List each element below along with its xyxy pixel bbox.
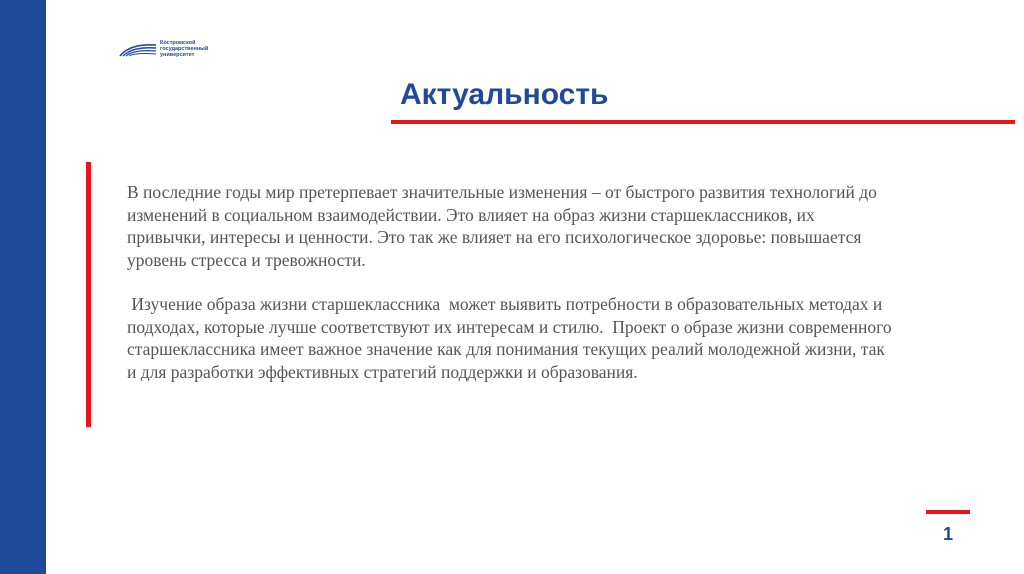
- page-number: 1: [942, 524, 953, 544]
- slide-title: Актуальность: [400, 78, 609, 111]
- left-side-bar: [0, 0, 46, 574]
- body-text: [127, 181, 897, 383]
- university-wing-icon: [118, 42, 158, 58]
- logo-line: Костромской: [160, 40, 196, 46]
- content-side-rule: [86, 162, 91, 427]
- logo-line: государственный: [160, 46, 209, 52]
- logo-text: [160, 40, 240, 58]
- paragraph-1: В последние годы мир претерпевает значительные изменения – от быстрого развития технологий до изменений в социальном взаимодействии. Это влияет на образ жизни старшеклассников, их привычки, интересы и ценности. Это так же влияет на его психологическое здоровье: повышается уровень стресса и тревожности.: [127, 182, 877, 270]
- university-logo: [118, 40, 238, 62]
- logo-line: университет: [160, 52, 195, 58]
- paragraph-2: Изучение образа жизни старшеклассника может выявить потребности в образовательных методах и подходах, которые лучше соответствуют их интересам и стилю. Проект о образе жизни современного старшеклассника имеет важное значение как для понимания текущих реалий молодежной жизни, так и для разработки эффективных стратегий поддержки и образования.: [127, 294, 897, 382]
- page-number-rule: [926, 510, 970, 514]
- title-underline: [391, 120, 1015, 124]
